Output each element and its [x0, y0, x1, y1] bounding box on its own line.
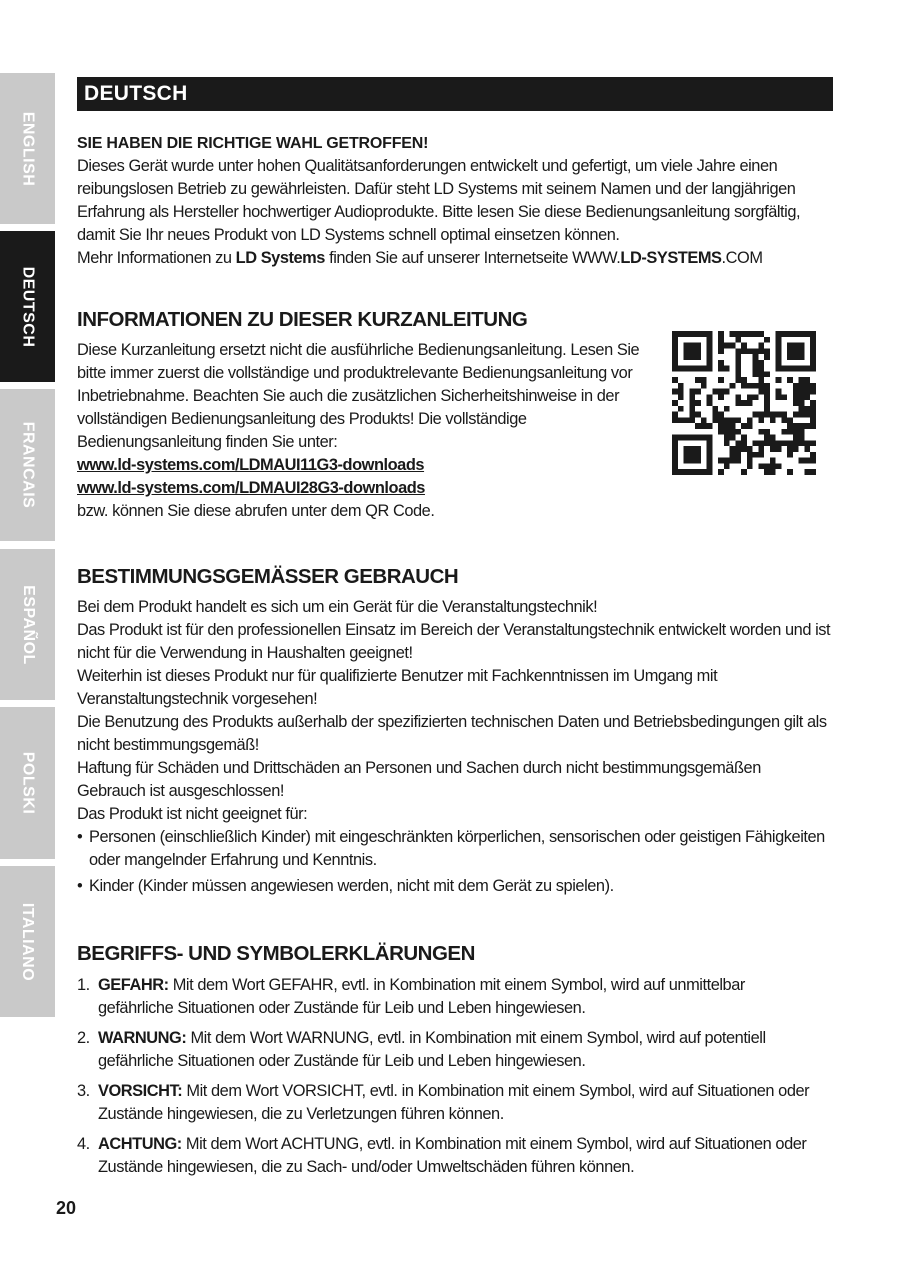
tab-francais[interactable]	[0, 389, 55, 541]
brand-domain: LD-SYSTEMS	[620, 249, 722, 267]
qr-code	[672, 331, 816, 475]
brand-name: LD Systems	[235, 249, 325, 267]
intro-text: Dieses Gerät wurde unter hohen Qualitätsanforderungen entwickelt und gefertigt, um viele Jahre einen reibungslosen Betrieb zu gewährleisten. Dafür steht LD Systems mit seinem Namen und der langjährigen Erfahrung als Hersteller hochwertiger Audioprodukte. Bitte lesen Sie diese Bedienungsanleitung sorgfältig, damit Sie Ihr neues Produkt von LD Systems schnell optimal einsetzen können.	[77, 157, 801, 244]
terms-list	[77, 974, 833, 1179]
tab-label: ITALIANO	[19, 902, 37, 981]
tab-english[interactable]	[0, 73, 55, 224]
tab-espanol[interactable]	[0, 549, 55, 700]
tab-polski[interactable]	[0, 707, 55, 859]
terms-heading: BEGRIFFS- UND SYMBOLERKLÄRUNGEN	[77, 942, 475, 965]
language-header: DEUTSCH	[77, 77, 833, 111]
list-item: 2. WARNUNG: Mit dem Wort WARNUNG, evtl. in Kombination mit einem Symbol, wird auf potentiell gefährliche Situationen oder Zustände für Leib und Leben hingewiesen.	[77, 1029, 766, 1070]
list-item: 1. GEFAHR: Mit dem Wort GEFAHR, evtl. in Kombination mit einem Symbol, wird auf unmittelbar gefährliche Situationen oder Zustände für Leib und Leben hingewiesen.	[77, 976, 745, 1017]
list-item: 4. ACHTUNG: Mit dem Wort ACHTUNG, evtl. in Kombination mit einem Symbol, wird auf Situationen oder Zustände hingewiesen, die zu Sach- und/oder Umweltschäden führen können.	[77, 1135, 807, 1176]
term-label: WARNUNG:	[98, 1029, 187, 1047]
usage-line: Das Produkt ist für den professionellen Einsatz im Bereich der Veranstaltungstechnik entwickelt worden und ist nicht für die Verwendung in Haushalten geeignet!	[77, 621, 831, 662]
info-section	[77, 306, 833, 523]
tab-deutsch[interactable]	[0, 231, 55, 382]
usage-line: Die Benutzung des Produkts außerhalb der spezifizierten technischen Daten und Betriebsbedingungen gilt als nicht bestimmungsgemäß!	[77, 713, 827, 754]
info-after: bzw. können Sie diese abrufen unter dem QR Code.	[77, 502, 435, 520]
page-number: 20	[56, 1198, 77, 1218]
usage-line: Weiterhin ist dieses Produkt nur für qualifizierte Benutzer mit Fachkenntnissen im Umgang mit Veranstaltungstechnik vorgesehen!	[77, 667, 718, 708]
usage-heading: BESTIMMUNGSGEMÄSSER GEBRAUCH	[77, 565, 459, 588]
term-label: VORSICHT:	[98, 1082, 183, 1100]
list-item: • Kinder (Kinder müssen angewiesen werden, nicht mit dem Gerät zu spielen).	[77, 877, 614, 895]
list-item: • Personen (einschließlich Kinder) mit eingeschränkten körperlichen, sensorischen oder geistigen Fähigkeiten oder mangelnder Erfahrung und Kenntnis.	[77, 828, 825, 869]
term-label: ACHTUNG:	[98, 1135, 182, 1153]
list-item: 3. VORSICHT: Mit dem Wort VORSICHT, evtl. in Kombination mit einem Symbol, wird auf Situationen oder Zustände hingewiesen, die zu Verletzungen führen können.	[77, 1082, 810, 1123]
info-text: Diese Kurzanleitung ersetzt nicht die ausführliche Bedienungsanleitung. Lesen Sie bitte immer zuerst die vollständige und produktrelevante Bedienungsanleitung vor Inbetriebnahme. Beachten Sie auch die zusätzlichen Sicherheitshinweise in der vollständigen Bedienungsanleitung des Produkts! Die vollständige Bedienungsanleitung finden Sie unter:	[77, 341, 640, 451]
intro-section	[77, 132, 833, 270]
tab-label: DEUTSCH	[19, 266, 37, 347]
intro-more: Mehr Informationen zu LD Systems finden Sie auf unserer Internetseite WWW.LD-SYSTEMS.COM	[77, 249, 763, 267]
usage-line: Haftung für Schäden und Drittschäden an Personen und Sachen durch nicht bestimmungsgemäßen Gebrauch ist ausgeschlossen!	[77, 759, 761, 800]
usage-section	[77, 563, 833, 898]
info-heading: INFORMATIONEN ZU DIESER KURZANLEITUNG	[77, 308, 528, 331]
terms-section	[77, 940, 833, 1179]
intro-heading: SIE HABEN DIE RICHTIGE WAHL GETROFFEN!	[77, 135, 429, 152]
usage-line: Das Produkt ist nicht geeignet für:	[77, 805, 308, 823]
tab-italiano[interactable]	[0, 866, 55, 1017]
tab-label: ENGLISH	[19, 111, 37, 186]
term-label: GEFAHR:	[98, 976, 169, 994]
tab-label: POLSKI	[19, 751, 37, 815]
download-link-ldmaui28g3[interactable]: www.ld-systems.com/LDMAUI28G3-downloads	[77, 479, 425, 497]
page-content	[77, 132, 833, 1186]
usage-line: Bei dem Produkt handelt es sich um ein Gerät für die Veranstaltungstechnik!	[77, 598, 598, 616]
tab-label: FRANCAIS	[19, 421, 37, 509]
tab-label: ESPAÑOL	[19, 584, 37, 665]
download-link-ldmaui11g3[interactable]: www.ld-systems.com/LDMAUI11G3-downloads	[77, 456, 425, 474]
